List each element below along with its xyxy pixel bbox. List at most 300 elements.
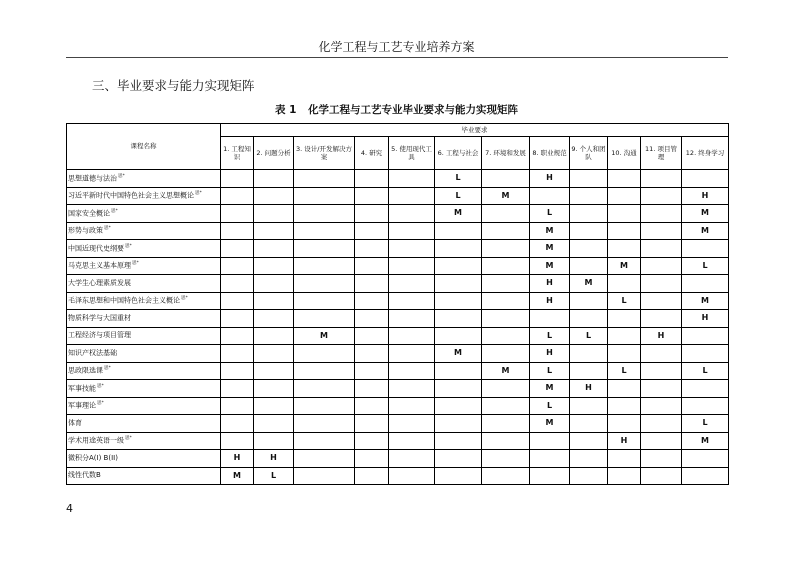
matrix-cell [355,467,389,485]
matrix-cell [570,450,608,468]
matrix-cell: M [530,240,570,258]
matrix-cell [608,415,641,433]
table-row [67,310,729,328]
matrix-cell [294,397,355,415]
page-header-title: 化学工程与工艺专业培养方案 [318,40,475,54]
matrix-cell [570,240,608,258]
matrix-cell: L [608,292,641,310]
matrix-cell [641,380,682,398]
matrix-cell [570,432,608,450]
matrix-cell [221,257,254,275]
matrix-cell [389,362,435,380]
matrix-cell [294,205,355,223]
section-heading: 三、毕业要求与能力实现矩阵 [92,78,255,93]
matrix-cell [641,240,682,258]
table-row [67,397,729,415]
table-row [67,187,729,205]
requirement-column-header: 5. 使用现代工具 [389,137,435,170]
matrix-cell [221,362,254,380]
matrix-cell [608,240,641,258]
matrix-cell [355,345,389,363]
matrix-cell [294,310,355,328]
course-name: 习近平新时代中国特色社会主义思想概论 [68,191,194,200]
matrix-cell [389,257,435,275]
graduation-requirements-header: 毕业要求 [221,124,729,137]
course-marker: 思* [97,383,104,389]
matrix-cell [389,187,435,205]
course-name: 大学生心理素质发展 [68,278,131,287]
matrix-cell: M [682,222,729,240]
table-row [67,450,729,468]
matrix-cell [254,327,294,345]
matrix-cell [355,310,389,328]
matrix-cell [389,345,435,363]
matrix-cell [482,170,530,188]
matrix-cell: M [682,292,729,310]
matrix-cell [294,432,355,450]
matrix-cell [294,275,355,293]
matrix-cell [221,397,254,415]
table-row [67,170,729,188]
matrix-cell [570,415,608,433]
matrix-cell [682,327,729,345]
matrix-cell [254,310,294,328]
matrix-cell [294,362,355,380]
matrix-cell [482,240,530,258]
matrix-cell [608,345,641,363]
matrix-cell [389,240,435,258]
requirement-column-header: 11. 项目管理 [641,137,682,170]
course-name: 思政限选课 [68,366,103,375]
requirement-column-header: 10. 沟通 [608,137,641,170]
matrix-cell [355,432,389,450]
matrix-cell: L [530,362,570,380]
course-name: 微积分A(I) B(II) [68,453,118,462]
matrix-cell [482,432,530,450]
page-number: 4 [66,502,73,515]
matrix-cell: L [570,327,608,345]
matrix-cell [641,362,682,380]
requirement-column-header: 1. 工程知识 [221,137,254,170]
matrix-cell [570,397,608,415]
matrix-cell [641,205,682,223]
course-name-cell [67,222,221,240]
matrix-cell [482,345,530,363]
matrix-cell [641,222,682,240]
matrix-cell [254,257,294,275]
matrix-cell [482,310,530,328]
matrix-cell: M [608,257,641,275]
matrix-cell [389,380,435,398]
matrix-cell [682,397,729,415]
matrix-cell [641,397,682,415]
course-name-header: 课程名称 [67,124,221,170]
table-row [67,380,729,398]
table-row [67,240,729,258]
matrix-cell [254,240,294,258]
course-name-cell [67,362,221,380]
matrix-cell [435,222,482,240]
matrix-cell [682,275,729,293]
matrix-cell [355,257,389,275]
matrix-cell: M [435,205,482,223]
matrix-cell [435,257,482,275]
matrix-cell [389,450,435,468]
matrix-cell [221,327,254,345]
course-name: 军事理论 [68,401,96,410]
matrix-cell [221,205,254,223]
matrix-cell: L [254,467,294,485]
matrix-cell [389,170,435,188]
matrix-cell [482,222,530,240]
requirements-matrix-table [66,123,729,485]
matrix-cell: H [254,450,294,468]
matrix-cell: M [435,345,482,363]
matrix-cell: L [530,397,570,415]
matrix-cell [221,275,254,293]
matrix-cell [641,450,682,468]
course-name: 体育 [68,418,82,427]
matrix-cell [570,292,608,310]
matrix-cell [294,380,355,398]
matrix-cell [355,362,389,380]
requirement-column-header: 3. 设计/开发解决方案 [294,137,355,170]
matrix-cell [435,292,482,310]
matrix-cell: L [682,257,729,275]
matrix-cell [254,362,294,380]
matrix-cell: L [435,170,482,188]
course-name: 军事技能 [68,384,96,393]
matrix-cell: H [570,380,608,398]
matrix-cell [355,327,389,345]
matrix-cell [254,380,294,398]
table-row [67,327,729,345]
matrix-cell [608,450,641,468]
matrix-cell [254,275,294,293]
matrix-cell: H [530,345,570,363]
matrix-cell [570,345,608,363]
matrix-cell: L [530,205,570,223]
matrix-cell: H [530,275,570,293]
course-name-cell [67,187,221,205]
matrix-cell [570,362,608,380]
matrix-cell [641,415,682,433]
matrix-cell [608,380,641,398]
matrix-cell [530,310,570,328]
matrix-cell [641,257,682,275]
matrix-cell: M [530,415,570,433]
matrix-cell [254,187,294,205]
course-name: 马克思主义基本原理 [68,261,131,270]
matrix-cell [389,275,435,293]
matrix-cell: L [530,327,570,345]
matrix-cell [608,397,641,415]
course-name-cell [67,310,221,328]
course-marker: 思* [132,261,139,267]
course-marker: 思* [97,401,104,407]
matrix-cell [608,170,641,188]
matrix-cell [608,275,641,293]
matrix-cell [294,187,355,205]
matrix-cell [221,170,254,188]
matrix-cell [530,432,570,450]
course-name: 学术用途英语一级 [68,436,124,445]
matrix-cell [294,450,355,468]
requirement-column-header: 4. 研究 [355,137,389,170]
matrix-cell: M [570,275,608,293]
course-name-cell [67,240,221,258]
table-row [67,467,729,485]
matrix-cell [254,432,294,450]
matrix-cell [482,380,530,398]
table-row [67,275,729,293]
matrix-cell: M [482,362,530,380]
matrix-cell [608,187,641,205]
matrix-cell [254,222,294,240]
matrix-cell [641,432,682,450]
table-caption-title: 化学工程与工艺专业毕业要求与能力实现矩阵 [308,104,519,116]
matrix-cell [294,170,355,188]
table-row [67,205,729,223]
requirement-column-header: 8. 职业规范 [530,137,570,170]
matrix-cell [221,432,254,450]
course-marker: 思* [181,296,188,302]
matrix-cell [435,450,482,468]
matrix-cell [355,170,389,188]
matrix-cell [682,380,729,398]
matrix-cell [294,345,355,363]
matrix-cell [389,222,435,240]
matrix-cell [389,432,435,450]
matrix-cell [294,257,355,275]
matrix-cell [682,467,729,485]
table-row [67,222,729,240]
course-name-cell [67,257,221,275]
matrix-cell [355,397,389,415]
matrix-cell: L [682,415,729,433]
course-name-cell [67,345,221,363]
matrix-cell: L [608,362,641,380]
matrix-cell: L [682,362,729,380]
matrix-cell [482,415,530,433]
matrix-cell [294,467,355,485]
matrix-cell [530,450,570,468]
matrix-cell [435,467,482,485]
matrix-cell: H [682,310,729,328]
matrix-cell [389,292,435,310]
matrix-cell [355,450,389,468]
course-name-cell [67,275,221,293]
course-name: 知识产权法基础 [68,348,117,357]
matrix-cell [294,240,355,258]
matrix-cell: H [530,292,570,310]
matrix-cell [254,170,294,188]
course-name-cell [67,327,221,345]
matrix-cell [482,205,530,223]
matrix-cell [435,397,482,415]
matrix-cell [389,310,435,328]
course-marker: 思* [195,191,202,197]
matrix-cell [221,380,254,398]
course-name: 毛泽东思想和中国特色社会主义概论 [68,296,180,305]
matrix-cell [355,292,389,310]
matrix-cell [530,467,570,485]
table-caption [0,102,793,117]
matrix-cell [221,345,254,363]
course-name-cell [67,170,221,188]
course-name: 线性代数B [68,471,101,480]
matrix-cell [641,275,682,293]
course-name: 形势与政策 [68,226,103,235]
matrix-cell: H [682,187,729,205]
matrix-cell [355,380,389,398]
matrix-cell [221,222,254,240]
matrix-cell [482,327,530,345]
matrix-cell [641,170,682,188]
matrix-cell [221,292,254,310]
matrix-cell [641,292,682,310]
matrix-cell [570,170,608,188]
matrix-cell [355,187,389,205]
course-name-cell [67,397,221,415]
matrix-cell [254,345,294,363]
matrix-cell [682,170,729,188]
course-marker: 思* [111,208,118,214]
course-name: 中国近现代史纲要 [68,244,124,253]
table-row [67,257,729,275]
requirement-column-header: 6. 工程与社会 [435,137,482,170]
course-marker: 思* [125,243,132,249]
matrix-cell [608,310,641,328]
course-name-cell [67,205,221,223]
matrix-cell [254,415,294,433]
matrix-cell [221,415,254,433]
matrix-cell [435,275,482,293]
matrix-cell [254,205,294,223]
matrix-cell [682,345,729,363]
matrix-cell [355,415,389,433]
matrix-cell [608,222,641,240]
matrix-cell [482,257,530,275]
matrix-cell [294,222,355,240]
matrix-cell [435,362,482,380]
matrix-cell: H [221,450,254,468]
matrix-cell [254,397,294,415]
matrix-cell [608,205,641,223]
requirement-column-header: 2. 问题分析 [254,137,294,170]
matrix-cell [641,187,682,205]
course-name: 物质科学与大国重材 [68,313,131,322]
matrix-cell [608,327,641,345]
matrix-cell: M [682,205,729,223]
matrix-cell [389,327,435,345]
matrix-cell [294,292,355,310]
requirement-column-header: 12. 终身学习 [682,137,729,170]
course-name-cell [67,380,221,398]
course-name-cell [67,292,221,310]
matrix-cell [435,327,482,345]
matrix-cell [482,275,530,293]
matrix-cell [294,415,355,433]
matrix-cell [435,415,482,433]
table-row [67,432,729,450]
matrix-cell [641,345,682,363]
matrix-cell [355,205,389,223]
course-name-cell [67,467,221,485]
table-caption-label: 表 1 [274,104,297,116]
table-row [67,415,729,433]
matrix-cell [389,205,435,223]
matrix-cell: H [530,170,570,188]
course-name: 工程经济与项目管理 [68,331,131,340]
matrix-cell: M [530,222,570,240]
matrix-cell [570,205,608,223]
matrix-cell [221,240,254,258]
table-row [67,292,729,310]
matrix-cell [435,240,482,258]
matrix-cell [254,292,294,310]
course-marker: 思* [104,226,111,232]
matrix-cell: M [221,467,254,485]
matrix-cell: M [482,187,530,205]
matrix-cell [682,450,729,468]
course-marker: 思* [125,436,132,442]
matrix-cell [608,467,641,485]
course-name: 思想道德与法治 [68,174,117,183]
matrix-cell: H [608,432,641,450]
matrix-cell [482,397,530,415]
matrix-cell [221,310,254,328]
matrix-cell: M [294,327,355,345]
course-name-cell [67,432,221,450]
matrix-cell [389,415,435,433]
course-name-cell [67,450,221,468]
matrix-cell [355,222,389,240]
matrix-cell: M [530,257,570,275]
matrix-cell: H [641,327,682,345]
course-marker: 思* [118,173,125,179]
matrix-cell [570,257,608,275]
table-row [67,345,729,363]
requirement-column-header: 9. 个人和团队 [570,137,608,170]
matrix-cell [570,467,608,485]
matrix-cell [355,275,389,293]
matrix-cell [530,187,570,205]
matrix-cell: M [530,380,570,398]
matrix-cell [482,450,530,468]
matrix-cell [641,310,682,328]
matrix-cell [570,187,608,205]
course-marker: 思* [104,366,111,372]
matrix-cell [435,310,482,328]
matrix-cell [435,380,482,398]
table-row [67,362,729,380]
matrix-cell [570,310,608,328]
matrix-cell [221,187,254,205]
header-divider [66,57,728,58]
course-name: 国家安全概论 [68,209,110,218]
matrix-cell: L [435,187,482,205]
matrix-cell [355,240,389,258]
matrix-cell [482,292,530,310]
course-name-cell [67,415,221,433]
matrix-cell [435,432,482,450]
matrix-cell [389,397,435,415]
matrix-cell [641,467,682,485]
matrix-cell [482,467,530,485]
matrix-cell [570,222,608,240]
requirement-column-header: 7. 环境和发展 [482,137,530,170]
